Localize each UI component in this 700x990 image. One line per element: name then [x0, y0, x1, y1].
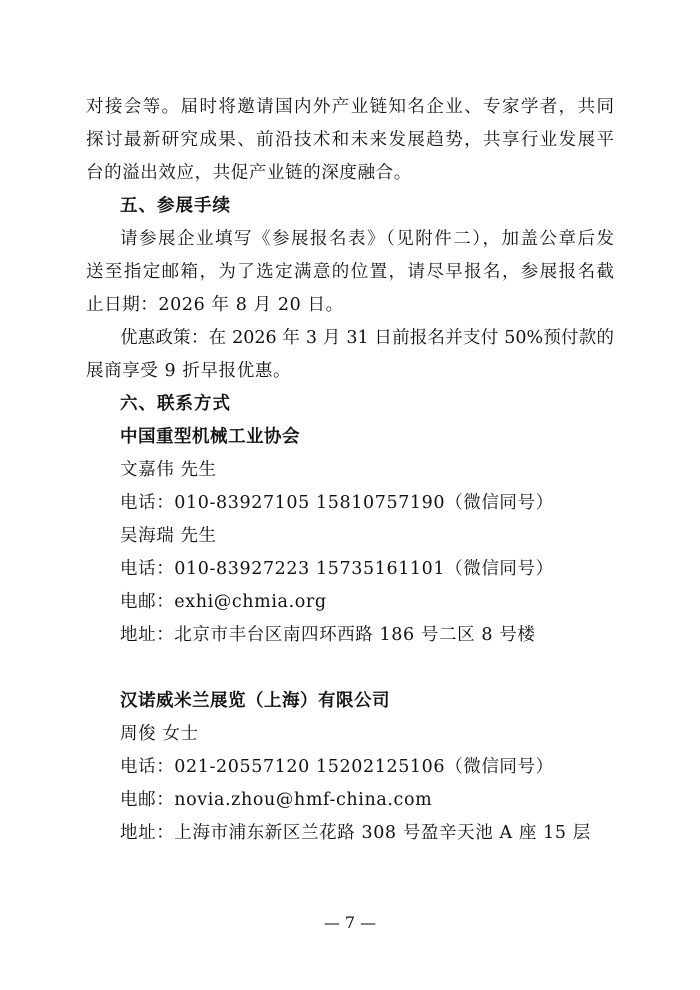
page-number: — 7 — [323, 913, 377, 932]
org-2-phone-1: 电话：021-20557120 15202125106（微信同号） [120, 757, 554, 777]
org-1-contact-1: 文嘉伟 先生 [120, 460, 217, 480]
org-1-name: 中国重型机械工业协会 [120, 427, 300, 447]
section-5-para1-line-2: 送至指定邮箱，为了选定满意的位置，请尽早报名，参展报名截 [86, 262, 614, 282]
org-1-phone-2: 电话：010-83927223 15735161101（微信同号） [120, 559, 554, 579]
org-2-email: 电邮：novia.zhou@hmf-china.com [120, 790, 433, 810]
section-6-heading: 六、联系方式 [120, 394, 231, 414]
org-2-address: 地址：上海市浦东新区兰花路 308 号盈辛天池 A 座 15 层 [120, 823, 591, 843]
org-1-address: 地址：北京市丰台区南四环西路 186 号二区 8 号楼 [120, 625, 536, 645]
org-1-contact-2: 吴海瑞 先生 [120, 526, 217, 546]
section-5-para1-line-3: 止日期：2026 年 8 月 20 日。 [86, 295, 344, 315]
org-2-contact-1: 周俊 女士 [120, 724, 199, 744]
intro-line-3: 台的溢出效应，共促产业链的深度融合。 [86, 163, 412, 183]
section-5-heading: 五、参展手续 [120, 196, 231, 216]
section-5-para1-line-1: 请参展企业填写《参展报名表》（见附件二），加盖公章后发 [120, 229, 614, 249]
intro-line-1: 对接会等。届时将邀请国内外产业链知名企业、专家学者，共同 [86, 97, 614, 117]
intro-line-2: 探讨最新研究成果、前沿技术和未来发展趋势，共享行业发展平 [86, 130, 614, 150]
section-5-para2-line-1: 优惠政策：在 2026 年 3 月 31 日前报名并支付 50%预付款的 [120, 328, 614, 348]
section-5-para2-line-2: 展商享受 9 折早报优惠。 [86, 361, 292, 381]
org-1-email: 电邮：exhi@chmia.org [120, 592, 327, 612]
org-2-name: 汉诺威米兰展览（上海）有限公司 [120, 691, 390, 711]
org-1-phone-1: 电话：010-83927105 15810757190（微信同号） [120, 493, 554, 513]
